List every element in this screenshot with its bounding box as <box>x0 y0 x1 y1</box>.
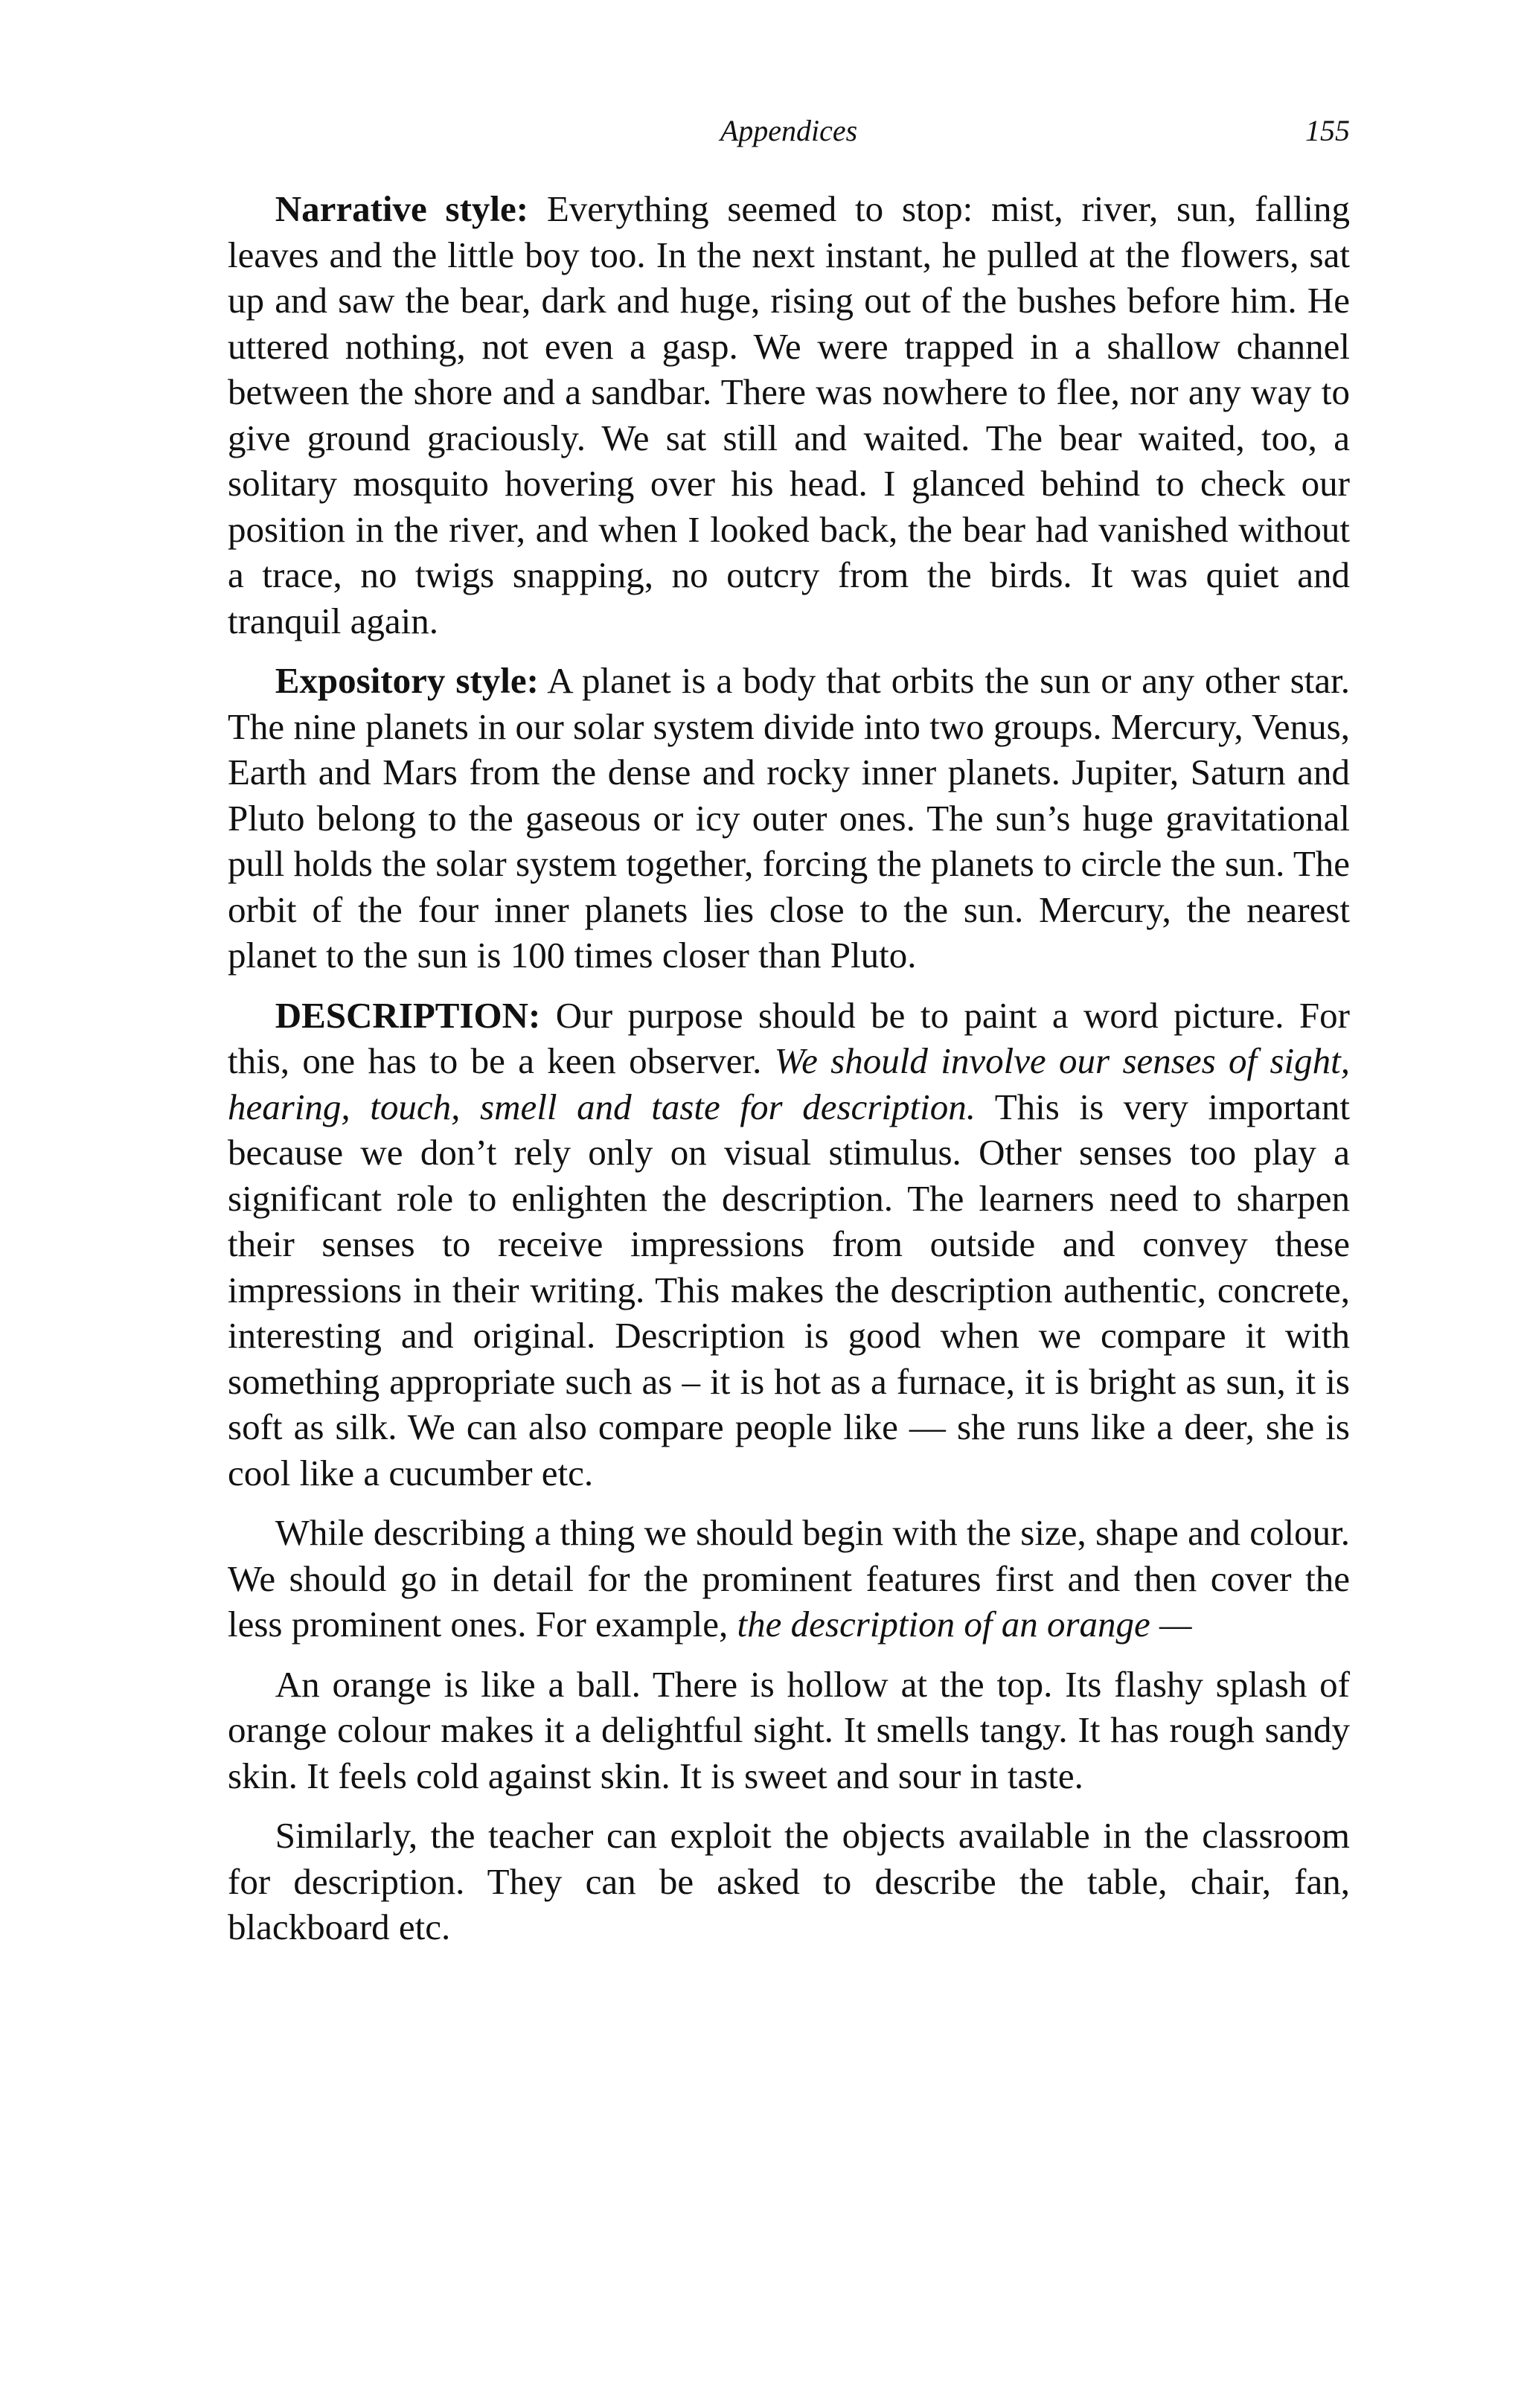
paragraph-text: This is very important because we don’t rely only on visual stimulus. Other senses too play a significant role to enlighten the description. The learners need to sharpen their senses to receive impressions from outside and convey these impressions in their writing. This makes the description authentic, concrete, interesting and original. Description is good when we compare it with something appropriate such as – it is hot as a furnace, it is bright as sun, it is soft as silk. We can also compare people like — she runs like a deer, she is cool like a cucumber etc. <box>228 1086 1350 1493</box>
paragraph-text: A planet is a body that orbits the sun or any other star. The nine planets in our solar system divide into two groups. Mercury, Venus, Earth and Mars from the dense and rocky inner planets. Jupiter, Saturn and Pluto belong to the gaseous or icy outer ones. The sun’s huge gravitational pull holds the solar system together, forcing the planets to circle the sun. The orbit of the four inner planets lies close to the sun. Mercury, the nearest planet to the sun is 100 times closer than Pluto. <box>228 660 1350 976</box>
paragraph-orange-example <box>228 1662 1350 1799</box>
paragraph-description <box>228 993 1350 1496</box>
paragraph-text: Everything seemed to stop: mist, river, sun, falling leaves and the little boy too. In the next instant, he pulled at the flowers, sat up and saw the bear, dark and huge, rising out of the bushes before him. He uttered nothing, not even a gasp. We were trapped in a shallow channel between the shore and a sandbar. There was nowhere to flee, nor any way to give ground graciously. We sat still and waited. The bear waited, too, a solitary mosquito hovering over his head. I glanced behind to check our position in the river, and when I looked back, the bear had vanished without a trace, no twigs snapping, no outcry from the birds. It was quiet and tranquil again. <box>228 188 1350 641</box>
paragraph-text: While describing a thing we should begin with the size, shape and colour. We should go in detail for the prominent features first and then cover the less prominent ones. For example, <box>228 1512 1350 1645</box>
paragraph-expository-style <box>228 658 1350 979</box>
paragraph-italic-text: the description of an orange — <box>737 1604 1192 1645</box>
paragraph-lead: Expository style: <box>275 660 539 701</box>
paragraph-classroom-objects <box>228 1813 1350 1950</box>
paragraph-narrative-style <box>228 186 1350 644</box>
page-number: 155 <box>1305 114 1350 147</box>
running-head-title: Appendices <box>720 114 858 147</box>
paragraph-text: An orange is like a ball. There is hollow at the top. Its flashy splash of orange colour makes it a delightful sight. It smells tangy. It has rough sandy skin. It feels cold against skin. It is sweet and sour in taste. <box>228 1663 1350 1796</box>
body-text <box>228 186 1350 1964</box>
paragraph-italic-text: We should involve our senses of sight, hearing, touch, smell and taste for description. <box>228 1040 1351 1127</box>
paragraph-lead: Narrative style: <box>275 188 529 229</box>
paragraph-lead: DESCRIPTION: <box>275 994 541 1036</box>
paragraph-text: Similarly, the teacher can exploit the objects available in the classroom for description. They can be asked to describe the table, chair, fan, blackboard etc. <box>228 1815 1350 1947</box>
running-head <box>228 113 1350 158</box>
paragraph-describing-a-thing <box>228 1510 1350 1648</box>
paragraph-text: Our purpose should be to paint a word picture. For this, one has to be a keen observer. <box>228 994 1350 1081</box>
